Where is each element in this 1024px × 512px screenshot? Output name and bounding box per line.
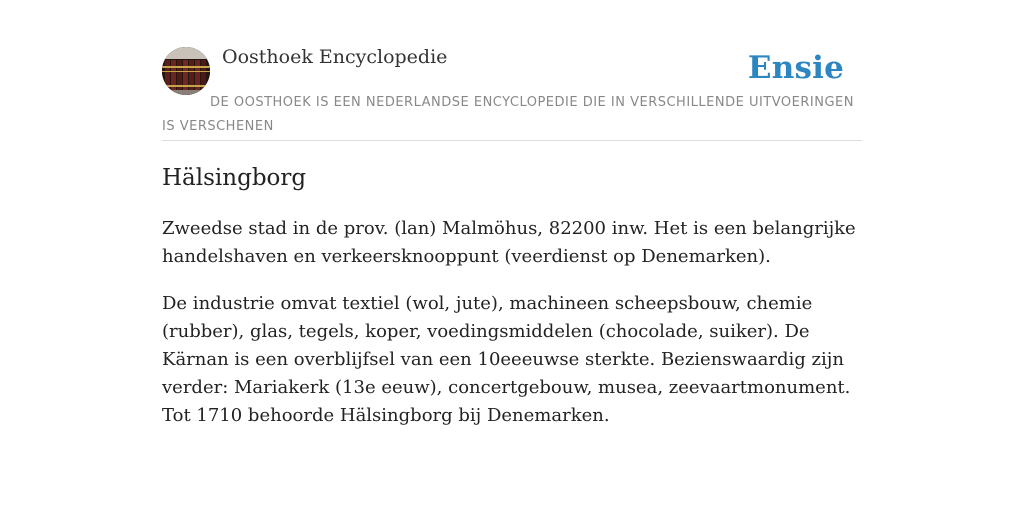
source-avatar[interactable]	[162, 47, 210, 95]
ensie-logo-link[interactable]: Ensie	[747, 50, 844, 86]
article	[162, 160, 862, 430]
article-title: Hälsingborg	[162, 165, 307, 191]
article-paragraph: De industrie omvat textiel (wol, jute), machineen scheepsbouw, chemie (rubber), glas, tegels, koper, voedingsmiddelen (chocolade, suiker). De Kärnan is een overblijfsel van een 10eeeuwse sterkte. Bezienswaardig zijn verder: Mariakerk (13e eeuw), concertgebouw, musea, zeevaartmonument. Tot 1710 behoorde Hälsingborg bij Denemarken.	[162, 293, 851, 426]
encyclopedia-books-icon	[162, 47, 210, 95]
article-paragraph: Zweedse stad in de prov. (lan) Malmöhus, 82200 inw. Het is een belangrijke handelshaven en verkeersknooppunt (veerdienst op Denemarken).	[162, 218, 856, 267]
source-tagline: DE OOSTHOEK IS EEN NEDERLANDSE ENCYCLOPEDIE DIE IN VERSCHILLENDE UITVOERINGEN IS VERSCHENEN	[162, 95, 854, 134]
source-name[interactable]: Oosthoek Encyclopedie	[222, 46, 448, 68]
source-header	[162, 44, 862, 141]
